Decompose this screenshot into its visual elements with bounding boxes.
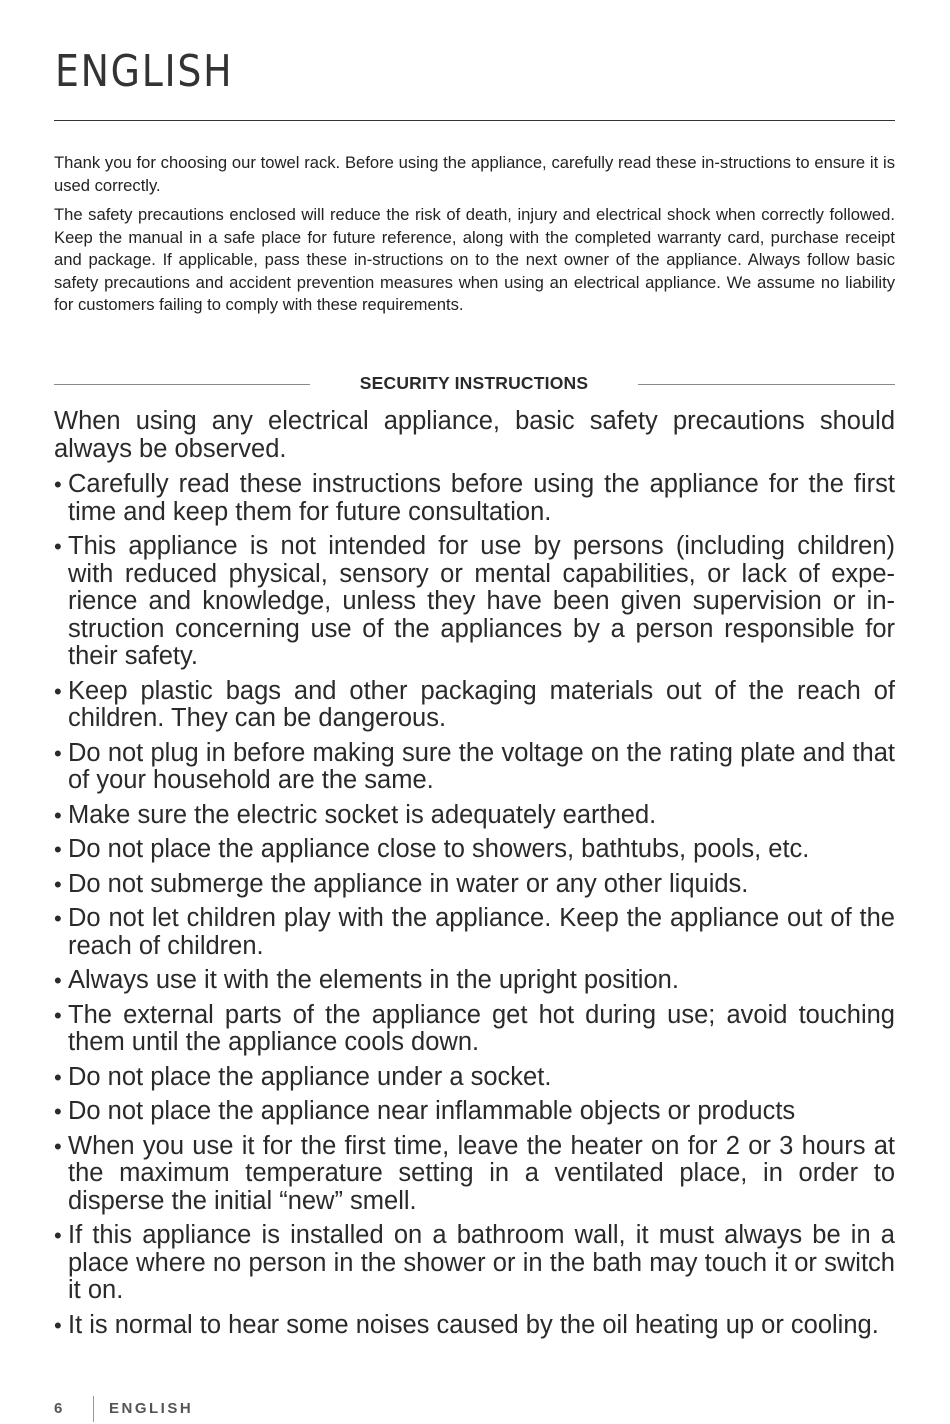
footer-divider — [93, 1396, 94, 1422]
list-item — [54, 1312, 895, 1340]
bullet-icon: • — [54, 871, 62, 897]
heading-rule-right — [638, 384, 895, 385]
list-item-text: Carefully read these instructions before using the appliance for the first time and keep them for future consultation. — [68, 470, 895, 526]
safety-list — [54, 471, 895, 1339]
list-item-text: Do not place the appliance under a socket. — [68, 1062, 552, 1091]
list-item — [54, 533, 895, 671]
list-item-text: If this appliance is installed on a bathroom wall, it must always be in a place where no person in the shower or in the bath may touch it or switch it on. — [68, 1221, 895, 1304]
list-item-text: Always use it with the elements in the upright position. — [68, 966, 679, 994]
section-heading: SECURITY INSTRUCTIONS — [359, 373, 589, 393]
bullet-icon: • — [54, 1002, 62, 1028]
intro-paragraph: The safety precautions enclosed will reduce the risk of death, injury and electrical shock when correctly followed. Keep the manual in a safe place for future reference, along with the completed warranty card, purchase receipt and package. If applicable, pass these in-structions on to the next owner of the appliance. Always follow basic safety precautions and accident prevention measures when using an electrical appliance. We assume no liability for customers failing to comply with these requirements. — [54, 205, 895, 314]
list-item — [54, 471, 895, 526]
list-item-text: Keep plastic bags and other packaging materials out of the reach of children. They can be dangerous. — [68, 676, 895, 732]
list-item — [54, 1222, 895, 1305]
list-item — [54, 836, 895, 864]
safety-lead: When using any electrical appliance, basic safety precautions should always be observed. — [54, 407, 895, 463]
list-item-text: Do not submerge the appliance in water or any other liquids. — [68, 869, 749, 898]
list-item-text: Do not place the appliance near inflammable objects or products — [68, 1097, 796, 1125]
list-item-text: Do not plug in before making sure the voltage on the rating plate and that of your household are the same. — [68, 738, 895, 794]
list-item — [54, 871, 895, 899]
list-item-text: The external parts of the appliance get hot during use; avoid touching them until the appliance cools down. — [68, 1000, 895, 1056]
list-item-text: Do not place the appliance close to showers, bathtubs, pools, etc. — [68, 835, 810, 863]
bullet-icon: • — [54, 968, 62, 993]
section-heading-row — [54, 372, 895, 396]
intro-text — [54, 152, 895, 324]
bullet-icon: • — [54, 906, 62, 931]
bullet-icon: • — [54, 802, 62, 828]
list-item — [54, 905, 895, 960]
list-item — [54, 802, 895, 830]
bullet-icon: • — [54, 837, 62, 862]
bullet-icon: • — [54, 678, 62, 704]
list-item — [54, 1064, 895, 1092]
heading-rule-left — [54, 384, 310, 385]
list-item-text: When you use it for the first time, leave the heater on for 2 or 3 hours at the maximum temperature setting in a ventilated place, in order to disperse the initial “new” smell. — [68, 1131, 895, 1215]
list-item-text: It is normal to hear some noises caused by the oil heating up or cooling. — [68, 1310, 879, 1339]
bullet-icon: • — [54, 1223, 62, 1248]
list-item-text: Make sure the electric socket is adequately earthed. — [68, 800, 657, 829]
bullet-icon: • — [54, 534, 62, 559]
list-item — [54, 678, 895, 733]
bullet-icon: • — [54, 472, 62, 497]
bullet-icon: • — [54, 1064, 62, 1090]
list-item — [54, 1002, 895, 1057]
list-item-text: Do not let children play with the appliance. Keep the appliance out of the reach of children. — [68, 904, 895, 960]
list-item — [54, 967, 895, 995]
bullet-icon: • — [54, 1099, 62, 1124]
bullet-icon: • — [54, 740, 62, 766]
list-item — [54, 1133, 895, 1216]
list-item — [54, 740, 895, 795]
intro-paragraph: Thank you for choosing our towel rack. Before using the appliance, carefully read these in-structions to ensure it is used correctly. — [54, 153, 895, 195]
safety-instructions — [54, 408, 895, 1346]
title-divider — [54, 120, 895, 121]
footer-language: ENGLISH — [109, 1400, 194, 1417]
bullet-icon: • — [54, 1312, 62, 1338]
page-title: ENGLISH — [55, 46, 234, 97]
bullet-icon: • — [54, 1133, 62, 1159]
list-item — [54, 1098, 895, 1126]
list-item-text: This appliance is not intended for use by persons (including children) with reduced physical, sensory or mental capabilities, or lack of expe-rience and knowledge, unless they have been given supervision or in-struction concerning use of the appliances by a person responsible for their safety. — [68, 532, 895, 670]
page-number: 6 — [54, 1400, 63, 1417]
